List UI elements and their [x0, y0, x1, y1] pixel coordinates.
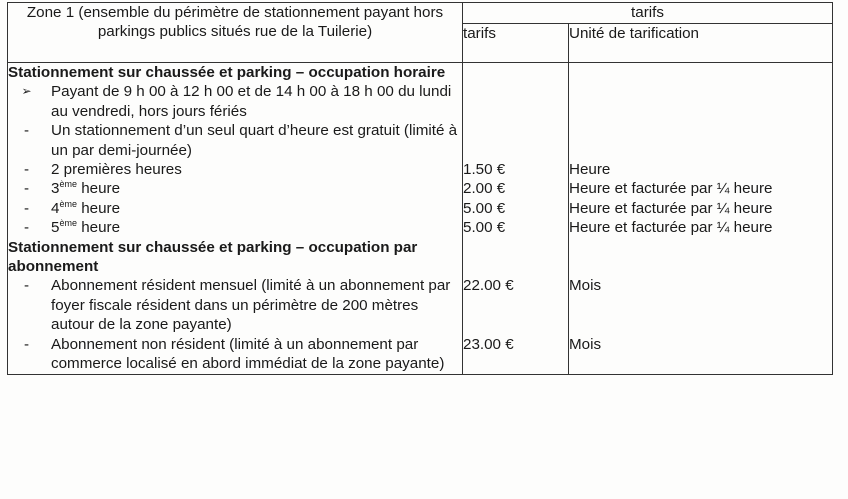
row-unit: Mois	[569, 335, 833, 374]
row-label: heure	[81, 199, 121, 217]
table-row	[8, 276, 833, 334]
table-row	[8, 199, 833, 218]
row-label: Abonnement résident mensuel (limité à un abonnement par foyer fiscale résident dans un périmètre de 200 mètres autour de la zone payante)	[51, 277, 451, 334]
tarifs-group-header: tarifs	[463, 3, 833, 24]
ordinal-suffix: ème	[59, 179, 77, 190]
ordinal-number: 5	[51, 219, 60, 237]
dash-bullet: -	[23, 277, 30, 295]
dash-bullet: -	[23, 199, 30, 217]
table-row	[8, 218, 833, 237]
list-item	[8, 82, 833, 121]
dash-bullet: -	[23, 180, 30, 198]
section-title-abonnement: Stationnement sur chaussée et parking – occupation par abonnement	[8, 238, 463, 277]
dash-bullet: -	[23, 335, 30, 353]
dash-bullet: -	[23, 161, 30, 179]
row-price: 23.00 €	[463, 335, 569, 374]
row-unit: Heure et facturée par ¼ heure	[569, 218, 833, 237]
row-label: Abonnement non résident (limité à un abonnement par commerce localisé en abord immédiat de la zone payante)	[51, 335, 445, 373]
tarifs-column-header: tarifs	[463, 24, 569, 63]
row-price: 5.00 €	[463, 199, 569, 218]
row-unit: Heure et facturée par ¼ heure	[569, 179, 833, 198]
ordinal-suffix: ème	[59, 198, 77, 209]
dash-bullet: -	[23, 122, 30, 140]
row-unit: Heure et facturée par ¼ heure	[569, 199, 833, 218]
row-label: heure	[81, 219, 121, 237]
row-label: heure	[81, 180, 121, 198]
tariff-table	[7, 2, 833, 375]
schedule-text: Payant de 9 h 00 à 12 h 00 et de 14 h 00 à 18 h 00 du lundi au vendredi, hors jours fériés	[51, 83, 452, 120]
row-label: 2 premières heures	[51, 161, 182, 179]
dash-bullet: -	[23, 219, 30, 237]
row-unit: Heure	[569, 160, 833, 179]
row-label-composite	[37, 179, 462, 198]
ordinal-number: 4	[51, 199, 60, 217]
row-unit: Mois	[569, 276, 833, 334]
zone-title: Zone 1 (ensemble du périmètre de stationnement payant hors parkings publics situés rue de la Tuilerie)	[8, 3, 463, 63]
row-price: 2.00 €	[463, 179, 569, 198]
row-price: 22.00 €	[463, 276, 569, 334]
row-label-composite	[37, 218, 462, 237]
table-row	[8, 160, 833, 179]
section-row	[8, 238, 833, 277]
section-title-horaire: Stationnement sur chaussée et parking – occupation horaire	[8, 63, 463, 83]
unit-column-header: Unité de tarification	[569, 24, 833, 63]
row-price: 1.50 €	[463, 160, 569, 179]
arrow-bullet-icon: ➢	[21, 84, 32, 99]
section-row	[8, 63, 833, 83]
table-row	[8, 179, 833, 198]
row-price: 5.00 €	[463, 218, 569, 237]
ordinal-number: 3	[51, 180, 60, 198]
ordinal-suffix: ème	[59, 218, 77, 229]
row-label-composite	[37, 199, 462, 218]
header-row	[8, 3, 833, 24]
free-quarter-text: Un stationnement d’un seul quart d’heure est gratuit (limité à un par demi-journée)	[51, 122, 458, 159]
table-row	[8, 335, 833, 374]
list-item	[8, 121, 833, 160]
